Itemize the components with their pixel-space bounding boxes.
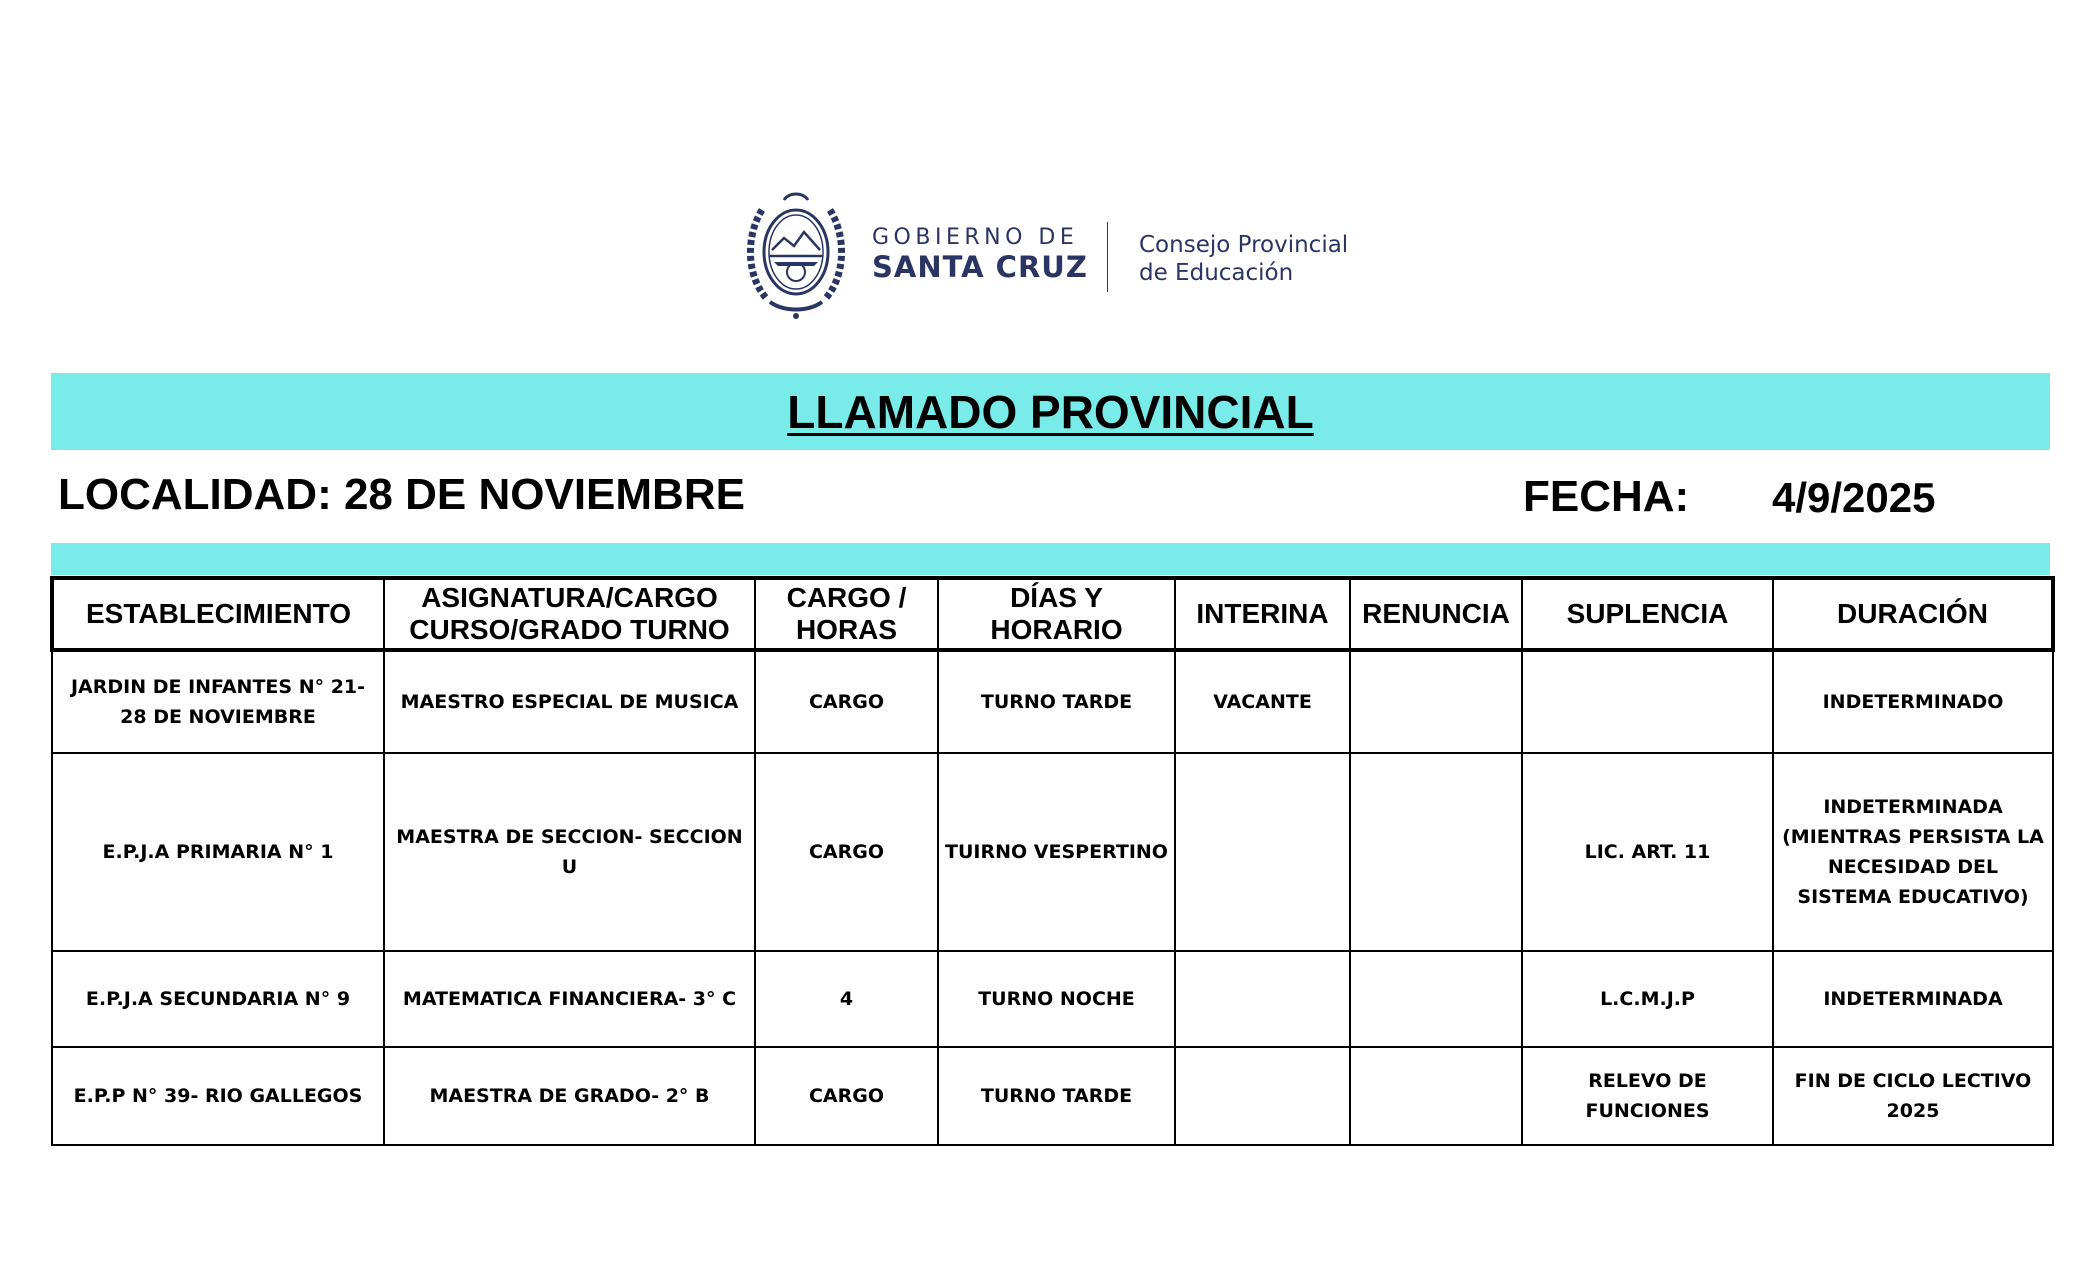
cell-asignatura: MAESTRA DE SECCION- SECCION U: [384, 753, 755, 951]
logo-divider: [1107, 222, 1108, 292]
cell-establecimiento: E.P.P N° 39- RIO GALLEGOS: [52, 1047, 384, 1145]
cell-cargo-horas: CARGO: [755, 753, 938, 951]
cell-cargo-horas: 4: [755, 951, 938, 1047]
table-row: [52, 753, 2053, 951]
cell-asignatura: MAESTRA DE GRADO- 2° B: [384, 1047, 755, 1145]
cell-suplencia: L.C.M.J.P: [1522, 951, 1773, 1047]
cell-renuncia: [1350, 1047, 1522, 1145]
cell-suplencia: LIC. ART. 11: [1522, 753, 1773, 951]
cell-asignatura: MAESTRO ESPECIAL DE MUSICA: [384, 650, 755, 753]
cell-suplencia: RELEVO DE FUNCIONES: [1522, 1047, 1773, 1145]
fecha-label: FECHA:: [1523, 472, 1690, 521]
header-renuncia: RENUNCIA: [1350, 578, 1522, 650]
cell-interina: [1175, 753, 1350, 951]
cell-interina: VACANTE: [1175, 650, 1350, 753]
cell-establecimiento: E.P.J.A PRIMARIA N° 1: [52, 753, 384, 951]
header-establecimiento: ESTABLECIMIENTO: [52, 578, 384, 650]
header-dias-horario: DÍAS Y HORARIO: [938, 578, 1175, 650]
cell-duracion: INDETERMINADA: [1773, 951, 2053, 1047]
localidad-label: LOCALIDAD: 28 DE NOVIEMBRE: [58, 470, 745, 519]
cell-renuncia: [1350, 650, 1522, 753]
cell-duracion: FIN DE CICLO LECTIVO 2025: [1773, 1047, 2053, 1145]
table-row: [52, 650, 2053, 753]
header-suplencia: SUPLENCIA: [1522, 578, 1773, 650]
cell-renuncia: [1350, 753, 1522, 951]
vacancies-table: [50, 576, 2055, 1146]
cell-cargo-horas: CARGO: [755, 650, 938, 753]
consejo-line-2: de Educación: [1139, 260, 1294, 286]
cell-establecimiento: JARDIN DE INFANTES N° 21- 28 DE NOVIEMBRE: [52, 650, 384, 753]
header-interina: INTERINA: [1175, 578, 1350, 650]
table-row: [52, 1047, 2053, 1145]
table-row: [52, 951, 2053, 1047]
santa-cruz-seal-icon: [744, 190, 848, 320]
consejo-line-1: Consejo Provincial: [1139, 232, 1349, 258]
header-cargo-horas: CARGO / HORAS: [755, 578, 938, 650]
separator-band: [51, 543, 2050, 575]
cell-dias-horario: TURNO TARDE: [938, 650, 1175, 753]
title-band: [51, 373, 2050, 450]
cell-dias-horario: TURNO NOCHE: [938, 951, 1175, 1047]
fecha-value: 4/9/2025: [1772, 474, 1936, 521]
gov-line-1: GOBIERNO DE: [872, 225, 1079, 250]
cell-dias-horario: TURNO TARDE: [938, 1047, 1175, 1145]
table-header-row: [52, 578, 2053, 650]
header-asignatura: ASIGNATURA/CARGO CURSO/GRADO TURNO: [384, 578, 755, 650]
government-name: [872, 226, 1088, 284]
cell-interina: [1175, 1047, 1350, 1145]
header-logo: [744, 190, 1384, 325]
cell-suplencia: [1522, 650, 1773, 753]
cell-establecimiento: E.P.J.A SECUNDARIA N° 9: [52, 951, 384, 1047]
cell-duracion: INDETERMINADA (MIENTRAS PERSISTA LA NECESIDAD DEL SISTEMA EDUCATIVO): [1773, 753, 2053, 951]
gov-line-2: SANTA CRUZ: [872, 250, 1088, 284]
cell-asignatura: MATEMATICA FINANCIERA- 3° C: [384, 951, 755, 1047]
cell-renuncia: [1350, 951, 1522, 1047]
cell-interina: [1175, 951, 1350, 1047]
header-duracion: DURACIÓN: [1773, 578, 2053, 650]
cell-cargo-horas: CARGO: [755, 1047, 938, 1145]
consejo-name: [1139, 231, 1348, 287]
cell-dias-horario: TUIRNO VESPERTINO: [938, 753, 1175, 951]
page-title: LLAMADO PROVINCIAL: [787, 385, 1314, 438]
cell-duracion: INDETERMINADO: [1773, 650, 2053, 753]
